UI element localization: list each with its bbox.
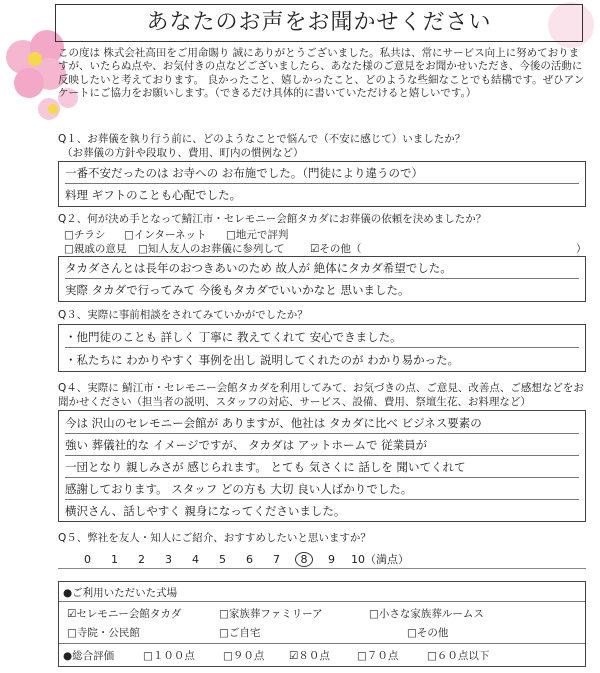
q4-answer-line: 感謝しております。 スタッフ どの方も 大切 良い人ばかりでした。 <box>65 481 579 500</box>
q5-scale-value: 7 <box>273 553 280 566</box>
q5-scale-value: 9 <box>328 553 335 566</box>
hall-option: ☑セレモニー会館タカダ <box>67 608 182 620</box>
rating-option-selected: ☑８０点 <box>289 650 330 662</box>
q1-question: Q１、お葬儀を執り行う前に、どのようなことで悩んで（不安に感じて）いましたか？ <box>58 133 466 145</box>
divider <box>58 568 586 569</box>
q1-subtext: （お葬儀の方針や段取り、費用、町内の慣例など） <box>62 147 304 159</box>
q2-answer-line: タカダさんとは長年のおつきあいのため 故人が 絶体にタカダ希望でした。 <box>65 260 579 279</box>
rating-option: □９０点 <box>223 650 265 662</box>
hall-option: □家族葬ファミリーア <box>219 608 323 620</box>
q2-option: □地元で評判 <box>226 229 289 241</box>
rating-option: □７０点 <box>357 650 399 662</box>
divider <box>59 601 585 602</box>
q5-scale-value: 5 <box>219 553 226 566</box>
q1-answer-line: 一番不安だったのは お寺への お布施でした。（門徒により違うので） <box>65 165 579 184</box>
q2-close-paren: ） <box>576 243 587 255</box>
intro-text: この度は 株式会社高田をご用命賜り 誠にありがとうございました。私共は、常にサービス向上に努めておりますが、いたらぬ点や、お気付きの点などございましたら、あなた様のご意見をお聞かせいただき、今後の活動に反映したいと考えております。 良かったこと、嬉しかったこと、どのような些細なことでも結構です。ぜひアンケートにご協力をお願いします。（できるだけ具体的に書いていただけると嬉しいです。） <box>58 47 585 100</box>
q5-scale-value: 6 <box>246 553 253 566</box>
hall-option: □寺院・公民館 <box>67 627 140 639</box>
venue-rating-form <box>58 581 586 667</box>
q5-scale-value-selected: 8 <box>295 552 313 567</box>
rating-option: □６０点以下 <box>427 650 490 662</box>
q2-option: □チラシ <box>64 229 106 241</box>
q5-scale <box>74 548 415 567</box>
q2-answer-line: 実際 タカダで行ってみて 今後もタカダでいいかなと 思いました。 <box>65 283 410 297</box>
q2-option: □知人友人のお葬儀に参列して <box>138 243 285 255</box>
hall-label: ●ご利用いただいた式場 <box>63 587 178 599</box>
q4-answer-box <box>58 410 586 522</box>
q3-answer-line: ・他門徒のことも 詳しく 丁寧に 教えてくれて 安心できました。 <box>65 329 579 348</box>
q5-scale-value: 0 <box>84 553 91 566</box>
q5-scale-value: 4 <box>192 553 199 566</box>
hall-option: □その他 <box>407 627 449 639</box>
q2-option: □インターネット <box>124 229 207 241</box>
q4-answer-line: 横沢さん、話しやすく 親身になってくださいました。 <box>65 504 346 518</box>
q3-answer-line: ・私たちに わかりやすく 事例を出し 説明してくれたのが わかり易かった。 <box>65 353 460 367</box>
q5-scale-value: 1 <box>111 553 118 566</box>
q1-answer-box <box>58 161 586 207</box>
q2-option-other: ☑その他（ <box>310 243 362 255</box>
q5-question: Q５、弊社を友人・知人にご紹介、おすすめしたいと思いますか？ <box>58 532 371 544</box>
q4-answer-line: 強い 葬儀社的な イメージですが、 タカダは アットホームで 従業員が <box>65 437 579 456</box>
rating-label: ●総合評価 <box>63 650 115 662</box>
q5-scale-value: 2 <box>138 553 145 566</box>
q1-answer-line: 料理 ギフトのことも心配でした。 <box>65 188 242 202</box>
q4-answer-line: 今は 沢山のセレモニー会館が ありますが、他社は タカダに比べ ビジネス要素の <box>65 415 579 434</box>
q5-scale-value: 3 <box>165 553 172 566</box>
q2-option: □親戚の意見 <box>64 243 127 255</box>
q4-question: Q４、実際に 鯖江市・セレモニー会館タカダを利用してみて、お気づきの点、ご意見、改善点、ご感想などをお聞かせください（担当者の説明、スタッフの対応、サービス、設備、費用、祭壇生花、お料理など） <box>58 382 584 408</box>
divider <box>59 643 585 644</box>
hall-option: □ご自宅 <box>219 627 261 639</box>
rating-option: □１００点 <box>143 650 195 662</box>
q3-answer-box <box>58 324 586 372</box>
hall-option: □小さな家族葬ルームス <box>369 608 484 620</box>
q3-question: Q３、実際に事前相談をされてみていかがでしたか？ <box>58 309 308 321</box>
q2-answer-box <box>58 256 586 302</box>
page-title: あなたのお声をお聞かせください <box>55 4 583 42</box>
q2-question: Q２、何が決め手となって鯖江市・セレモニー会館タカダにお葬儀の依頼を決めましたか？ <box>58 213 487 225</box>
q5-scale-value: 10（満点） <box>351 553 409 566</box>
q4-answer-line: 一団となり 親しみさが 感じられます。 とても 気さくに 話しを 聞いてくれて <box>65 459 579 478</box>
